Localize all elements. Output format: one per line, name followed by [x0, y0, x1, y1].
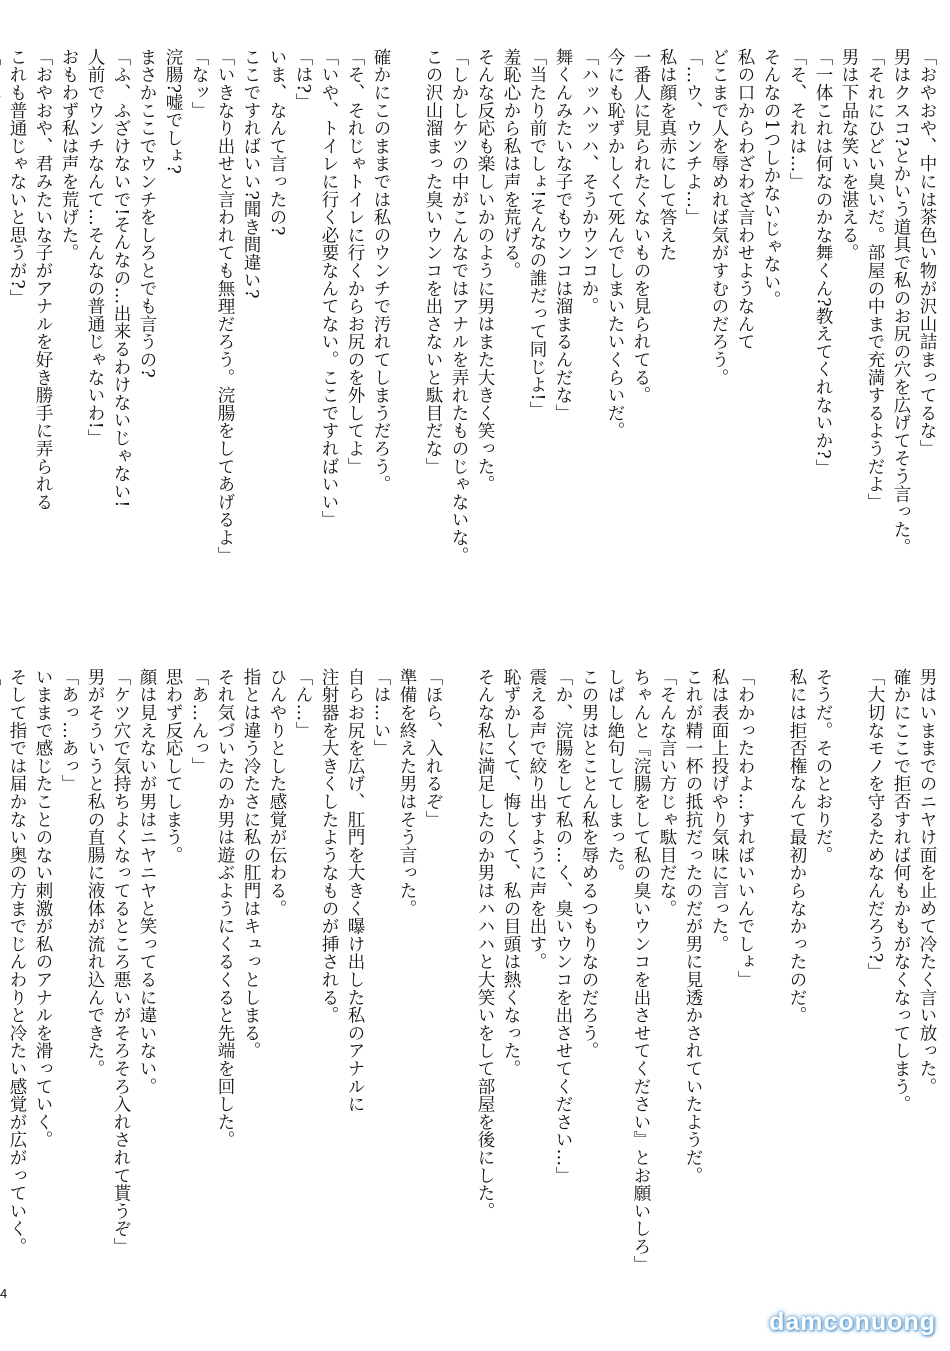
text-line: 「それにひどい臭いだ。部屋の中まで充満するようだよ」: [865, 48, 885, 511]
text-line: これも普通じゃないと思うが?」: [7, 48, 27, 307]
text-line: 「なッ」: [189, 48, 209, 120]
text-line: 「大切なモノを守るためなんだろう?」: [865, 668, 885, 981]
page-number: 4: [0, 1286, 8, 1301]
text-line: 「おやおや、君みたいな子がアナルを好き勝手に弄られる: [33, 48, 53, 511]
text-line: 一番人に見られたくないものを見られてる。: [631, 48, 651, 404]
text-line: 男は下品な笑いを湛える。: [839, 48, 859, 262]
text-line: 確かにここで拒否すれば何もかもがなくなってしまう。: [891, 668, 911, 1113]
text-line: おもわず私は声を荒げた。: [59, 48, 79, 262]
text-line: まさかここでウンチをしろとでも言うの?: [137, 48, 157, 379]
text-line: 男がそういうと私の直腸に液体が流れ込んできた。: [85, 668, 105, 1078]
text-line: 自らお尻を広げ、肛門を大きく曝け出した私のアナルに: [345, 668, 365, 1113]
text-line: 「そ、それは…」: [787, 48, 807, 191]
text-line: 私には拒否権なんて最初からなかったのだ。: [787, 668, 807, 1024]
text-line: 恥ずかしくて、悔しくて、私の目頭は熱くなった。: [501, 668, 521, 1078]
text-line: 浣腸?嘘でしょ?: [163, 48, 183, 175]
text-line: 「ふ、ふざけないで!そんなの…出来るわけないじゃない!: [111, 48, 131, 508]
text-line: そんな反応も楽しいかのように男はまた大きく笑った。: [475, 48, 495, 493]
text-line: 私の口からわざわざ言わせようなんて: [735, 48, 755, 351]
text-line: 「当たり前でしょ!そんなの誰だって同じよ!」: [527, 48, 547, 419]
text-line: [394, 48, 420, 648]
text-line: 「そ、それじゃトイレに行くからお尻のを外してよ」: [345, 48, 365, 476]
text-line: 「そんな言い方じゃ駄目だな。: [657, 668, 677, 918]
text-line: 「おやおや、中には茶色い物が沢山詰まってるな」: [917, 48, 937, 458]
text-line: いままで感じたことのない刺激が私のアナルを滑っていく。: [33, 668, 53, 1149]
text-line: 「あ…んっ」: [189, 668, 209, 775]
text-line: 準備を終えた男はそう言った。: [397, 668, 417, 918]
text-line: しばし絶句してしまった。: [605, 668, 625, 882]
text-line: 震える声で絞り出すように声を出す。: [527, 668, 547, 971]
text-line: どこまで人を辱めれば気がすむのだろう。: [709, 48, 729, 387]
text-line: ちゃんと『浣腸をして私の臭いウンコを出させてください』とお願いしろ」: [631, 668, 651, 1274]
text-line: 羞恥心から私は声を荒げる。: [501, 48, 521, 280]
text-line: そうだ。そのとおりだ。: [813, 668, 833, 864]
text-line: 私は表面上投げやり気味に言った。: [709, 668, 729, 953]
top-text-block: [7, 48, 940, 648]
text-line: この沢山溜まった臭いウンコを出さないと駄目だな」: [423, 48, 443, 476]
text-line: 「は?」: [293, 48, 313, 112]
text-line: これが精一杯の抵抗だったのだが男に見透かされていたようだ。: [683, 668, 703, 1185]
text-line: 顔は見えないが男はニヤニヤと笑ってるに違いない。: [137, 668, 157, 1096]
text-line: そして指では届かない奥の方までじんわりと冷たい感覚が広がっていく。: [7, 668, 27, 1256]
text-line: 「は…い」: [371, 668, 391, 757]
text-line: 男はいままでのニヤけ面を止めて冷たく言い放った。: [917, 668, 937, 1096]
text-line: 今にも恥ずかしくて死んでしまいたいくらいだ。: [605, 48, 625, 440]
text-line: 「ケツ穴で気持ちよくなってるところ悪いがそろそろ入れされて貰うぞ」: [111, 668, 131, 1256]
text-line: [446, 668, 472, 1293]
text-line: 舞くんみたいな子でもウンコは溜まるんだな」: [553, 48, 573, 422]
text-line: 「か、浣腸をして私の…く、臭いウンコを出させてください…」: [553, 668, 573, 1185]
text-line: 「あっ…あっ」: [59, 668, 79, 793]
watermark: damconuong: [769, 1308, 936, 1336]
text-line: それ気づいたのか男は遊ぶようにくるくると先端を回した。: [215, 668, 235, 1149]
text-line: 注射器を大きくしたようなものが挿される。: [319, 668, 339, 1024]
bottom-text-block: [7, 668, 940, 1293]
text-line: いま、なんて言ったの?: [267, 48, 287, 236]
text-line: 「…ウ、ウンチよ…」: [683, 48, 703, 226]
text-line: 「しかしケツの中がこんなではアナルを弄れたものじゃないな。: [449, 48, 469, 565]
text-line: 「ほら、入れるぞ」: [423, 668, 443, 829]
text-line: そんなの1つしかないじゃない。: [761, 48, 781, 309]
text-line: ひんやりとした感覚が伝わる。: [267, 668, 287, 918]
text-line: 確かにこのままでは私のウンチで汚れてしまうだろう。: [371, 48, 391, 493]
text-line: 「ハッハッハ、そうかウンコか。: [579, 48, 599, 315]
text-line: 私は顔を真赤にして答えた: [657, 48, 677, 262]
text-line: 思わず反応してしまう。: [163, 668, 183, 864]
text-line: [758, 668, 784, 1293]
text-line: 「いきなり出せと言われても無理だろう。浣腸をしてあげるよ」: [215, 48, 235, 565]
text-line: 人前でウンチなんて…そんなの普通じゃないわ!」: [85, 48, 105, 447]
text-line: 「一体これは何なのかな舞くん?教えてくれないか?」: [813, 48, 833, 477]
text-line: 指とは違う冷たさに私の肛門はキュっとしまる。: [241, 668, 261, 1060]
text-line: 男はクスコ?とかいう道具で私のお尻の穴を広げてそう言った。: [891, 48, 911, 557]
text-line: [0, 48, 4, 648]
text-line: ここですればいい?聞き間違い?: [241, 48, 261, 299]
text-line: [836, 668, 862, 1293]
text-line: この男はとことん私を辱めるつもりなのだろう。: [579, 668, 599, 1060]
text-line: 「わかったわよ…すればいいんでしょ」: [735, 668, 755, 989]
text-line: 「いや、トイレに行く必要なんてない。ここですればいい」: [319, 48, 339, 529]
text-line: そんな私に満足したのか男はハハハと大笑いをして部屋を後にした。: [475, 668, 495, 1220]
text-line: 「ん…」: [293, 668, 313, 740]
